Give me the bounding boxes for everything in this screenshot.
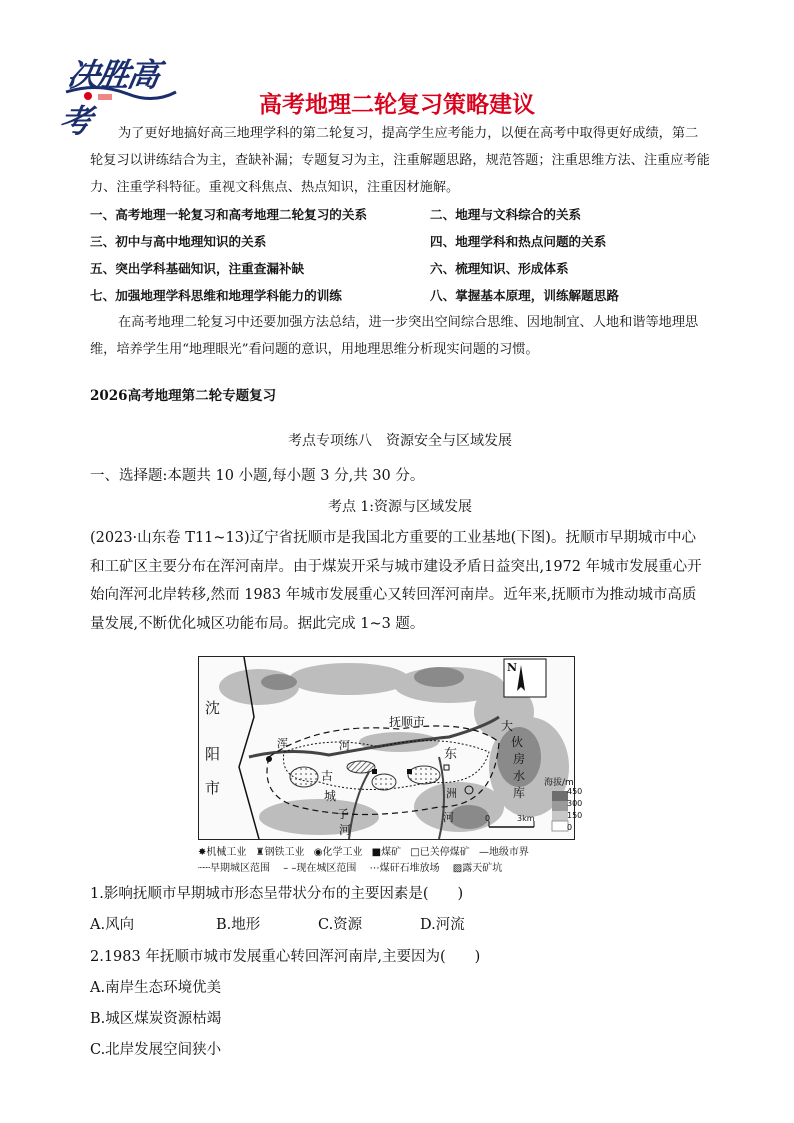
page-title: 高考地理二轮复习策略建议 [259,92,535,118]
legend-label: 露天矿坑 [462,863,503,874]
section-title: 2026高考地理第二轮专题复习 [90,388,277,404]
item-8: 八、掌握基本原理，训练解题思路 [430,288,619,303]
q2-option-c[interactable]: C.北岸发展空间狭小 [90,1042,222,1058]
present-area-icon: – – [283,863,297,874]
map-label: 子 [337,807,350,821]
q2-option-a[interactable]: A.南岸生态环境优美 [90,980,222,996]
map-label: 市 [205,779,221,797]
map-label: 城 [324,789,337,803]
elevation-tick: 150 [567,811,583,820]
scale-zero: 0 [485,814,491,823]
legend-label: 化学工业 [322,847,363,858]
gangue-icon: ⋯ [369,863,380,874]
part-heading: 一、选择题:本题共 10 小题,每小题 3 分,共 30 分。 [90,468,425,484]
early-area-icon: ┈┈ [198,863,211,874]
item-5: 五、突出学科基础知识，注重查漏补缺 [90,261,305,276]
q1-option-b[interactable]: B.地形 [216,917,261,933]
item-3: 三、初中与高中地理知识的关系 [90,234,267,249]
boundary-icon: — [478,847,489,858]
q2-option-b[interactable]: B.城区煤炭资源枯竭 [90,1011,222,1027]
closed-mine-icon: □ [410,847,420,858]
fushun-map [198,656,583,840]
q1-option-c[interactable]: C.资源 [318,917,363,933]
map-label: 洲 [446,787,457,800]
legend-label: 早期城区范围 [210,863,271,874]
scale-label: 3km [517,814,535,823]
steel-icon: ♜ [255,847,265,858]
legend-label: 已关停煤矿 [419,847,470,858]
elevation-title: 海拔/m [544,778,574,788]
map-label: 房 [513,752,526,766]
intro-paragraph: 为了更好地搞好高三地理学科的第二轮复习，提高学生应考能力，以便在高考中取得更好成绩，第二轮复习以讲练结合为主，查缺补漏；专题复习为主，注重解题思路，规范答题；注重思维方法、注重应考能力、注重学科特征。重视文科焦点、热点知识，注重因材施解。 [90,126,710,195]
map-label: 浑 [277,737,288,750]
legend-label: 地级市界 [488,847,529,858]
item-6: 六、梳理知识、形成体系 [430,261,569,276]
q1-option-d[interactable]: D.河流 [420,917,465,933]
coal-mine-icon: ■ [371,847,382,858]
map-label: 大 [501,719,514,733]
map-label: 水 [513,769,526,783]
elevation-tick: 300 [567,799,583,808]
question-2: 2.1983 年抚顺市城市发展重心转回浑河南岸,主要因为( ) [90,949,481,965]
map-label: 河 [339,823,352,837]
legend-label: 钢铁工业 [264,847,305,858]
question-stem: (2023·山东卷 T11~13)辽宁省抚顺市是我国北方重要的工业基地(下图)。抚顺市早期城市中心和工矿区主要分布在浑河南岸。由于煤炭开采与城市建设矛盾日益突出,1972 年城市发展重心开始向浑河北岸转移,然而 1983 年城市发展重心又转回浑河南岸。近年来,抚顺市为推动城市高质量发展,不断优化城区功能布局。据此完成 1~3 题。 [90,530,702,632]
legend-label: 现在城区范围 [296,863,357,874]
legend-label: 机械工业 [206,847,247,858]
map-label: 库 [513,786,526,800]
closing-paragraph: 在高考地理二轮复习中还要加强方法总结，进一步突出空间综合思维、因地制宜、人地和谐等地理思维，培养学生用“地理眼光”看问题的意识，用地理思维分析现实问题的习惯。 [90,315,699,357]
map-label: 伙 [511,735,524,749]
map-label: 河 [339,739,350,752]
machinery-icon: ✸ [198,847,207,858]
map-label: 沈 [205,699,221,717]
item-2: 二、地理与文科综合的关系 [430,207,582,222]
item-7: 七、加强地理学科思维和地理学科能力的训练 [90,288,342,303]
north-label: N [507,661,518,674]
legend-label: 煤矿 [381,847,402,858]
item-1: 一、高考地理一轮复习和高考地理二轮复习的关系 [90,207,368,222]
question-1: 1.影响抚顺市早期城市形态呈带状分布的主要因素是( ) [90,886,464,902]
topic-heading: 考点 1:资源与区域发展 [327,499,473,515]
legend-label: 煤矸石堆放场 [379,863,440,874]
map-legend [198,845,618,877]
map-label: 阳 [205,745,221,763]
open-pit-icon: ▨ [452,863,463,874]
exercise-title: 考点专项练八 资源安全与区域发展 [288,433,512,449]
map-label: 河 [443,811,454,824]
chemical-icon: ◉ [313,847,323,858]
item-4: 四、地理学科和热点问题的关系 [430,234,607,249]
map-label: 东 [444,747,458,762]
elevation-tick: 450 [567,787,583,796]
q1-option-a[interactable]: A.风向 [90,917,135,933]
elevation-tick: 0 [567,823,573,832]
map-label: 抚顺市 [389,715,426,729]
logo-text: 决胜高考 [56,56,162,140]
map-label: 古 [321,769,334,783]
